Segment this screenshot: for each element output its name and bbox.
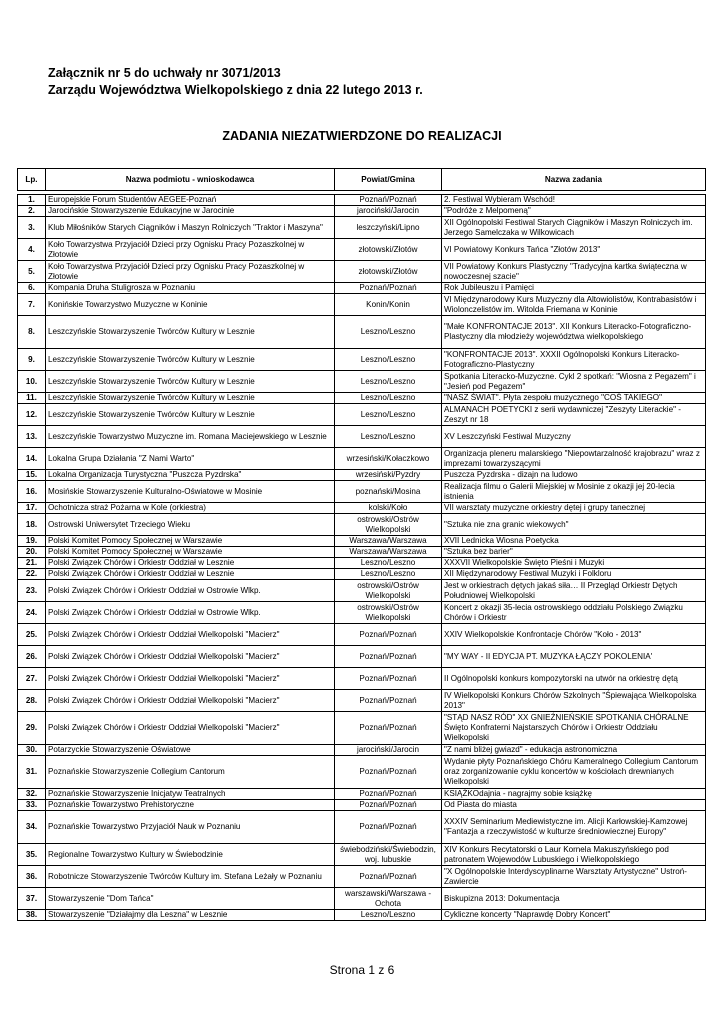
cell-lp: 20.: [18, 547, 46, 558]
cell-podmiot: Polski Związek Chórów i Orkiestr Oddział Wielkopolski "Macierz": [46, 690, 335, 712]
cell-zadanie: VI Międzynarodowy Kurs Muzyczny dla Altowiolistów, Kontrabasistów i Wiolonczelistów im. Witolda Friemana w Koninie: [442, 294, 706, 316]
cell-lp: 32.: [18, 789, 46, 800]
cell-lp: 29.: [18, 712, 46, 745]
table-row: [18, 624, 706, 646]
cell-zadanie: Jest w orkiestrach dętych jakaś siła… II Przegląd Orkiestr Dętych Południowej Wielkopolski: [442, 580, 706, 602]
cell-zadanie: XII Ogólnopolski Festiwal Starych Ciągników i Maszyn Rolniczych im. Jerzego Samelczaka w Wilkowicach: [442, 217, 706, 239]
cell-lp: 10.: [18, 371, 46, 393]
cell-podmiot: Lokalna Organizacja Turystyczna "Puszcza Pyzdrska": [46, 470, 335, 481]
cell-podmiot: Lokalna Grupa Działania "Z Nami Warto": [46, 448, 335, 470]
cell-zadanie: XXIV Wielkopolskie Konfrontacje Chórów "Koło - 2013": [442, 624, 706, 646]
table-row: [18, 569, 706, 580]
cell-powiat: Leszno/Leszno: [335, 910, 442, 921]
table-row: [18, 690, 706, 712]
cell-podmiot: Ostrowski Uniwersytet Trzeciego Wieku: [46, 514, 335, 536]
cell-podmiot: Leszczyńskie Stowarzyszenie Twórców Kultury w Lesznie: [46, 316, 335, 349]
cell-lp: 30.: [18, 745, 46, 756]
cell-podmiot: Klub Miłośników Starych Ciągników i Maszyn Rolniczych "Traktor i Maszyna": [46, 217, 335, 239]
cell-lp: 3.: [18, 217, 46, 239]
cell-powiat: Poznań/Poznań: [335, 690, 442, 712]
cell-zadanie: KSIĄŻKOdajnia - nagrajmy sobie książkę: [442, 789, 706, 800]
cell-podmiot: Regionalne Towarzystwo Kultury w Świebodzinie: [46, 844, 335, 866]
cell-lp: 28.: [18, 690, 46, 712]
cell-powiat: złotowski/Złotów: [335, 261, 442, 283]
table-row: [18, 536, 706, 547]
col-header-powiat: Powiat/Gmina: [335, 169, 442, 191]
cell-lp: 24.: [18, 602, 46, 624]
table-row: [18, 206, 706, 217]
cell-powiat: Warszawa/Warszawa: [335, 536, 442, 547]
cell-podmiot: Polski Związek Chórów i Orkiestr Oddział Wielkopolski "Macierz": [46, 668, 335, 690]
cell-zadanie: "Podróże z Melpomeną": [442, 206, 706, 217]
cell-lp: 34.: [18, 811, 46, 844]
cell-lp: 4.: [18, 239, 46, 261]
cell-powiat: Poznań/Poznań: [335, 789, 442, 800]
table-row: [18, 283, 706, 294]
table-row: [18, 668, 706, 690]
table-row: [18, 866, 706, 888]
cell-powiat: Poznań/Poznań: [335, 195, 442, 206]
cell-powiat: Konin/Konin: [335, 294, 442, 316]
cell-lp: 22.: [18, 569, 46, 580]
cell-lp: 27.: [18, 668, 46, 690]
table-row: [18, 294, 706, 316]
cell-podmiot: Polski Związek Chórów i Orkiestr Oddział w Ostrowie Wlkp.: [46, 580, 335, 602]
cell-podmiot: Mosińskie Stowarzyszenie Kulturalno-Oświatowe w Mosinie: [46, 481, 335, 503]
cell-powiat: Leszno/Leszno: [335, 371, 442, 393]
cell-zadanie: "X Ogólnopolskie Interdyscyplinarne Warsztaty Artystyczne" Ustroń-Zawiercie: [442, 866, 706, 888]
cell-podmiot: Leszczyńskie Stowarzyszenie Twórców Kultury w Lesznie: [46, 371, 335, 393]
cell-zadanie: XXXIV Seminarium Mediewistyczne im. Alicji Karłowskiej-Kamzowej "Fantazja a rzeczywistość w kulturze średniowiecznej Europy": [442, 811, 706, 844]
cell-zadanie: Cykliczne koncerty "Naprawdę Dobry Koncert": [442, 910, 706, 921]
table-row: [18, 800, 706, 811]
col-header-zadanie: Nazwa zadania: [442, 169, 706, 191]
cell-powiat: leszczyński/Lipno: [335, 217, 442, 239]
cell-zadanie: "Z nami bliżej gwiazd" - edukacja astronomiczna: [442, 745, 706, 756]
cell-lp: 35.: [18, 844, 46, 866]
cell-powiat: jarociński/Jarocin: [335, 206, 442, 217]
cell-zadanie: "Sztuka bez barier": [442, 547, 706, 558]
document-header: [48, 65, 423, 99]
cell-zadanie: Koncert z okazji 35-lecia ostrowskiego oddziału Polskiego Związku Chórów i Orkiestr: [442, 602, 706, 624]
cell-powiat: wrzesiński/Kołaczkowo: [335, 448, 442, 470]
table-row: [18, 349, 706, 371]
cell-zadanie: VI Powiatowy Konkurs Tańca "Złotów 2013": [442, 239, 706, 261]
cell-podmiot: Kompania Druha Stuligrosza w Poznaniu: [46, 283, 335, 294]
cell-powiat: Leszno/Leszno: [335, 569, 442, 580]
cell-powiat: Poznań/Poznań: [335, 646, 442, 668]
cell-lp: 14.: [18, 448, 46, 470]
table-row: [18, 558, 706, 569]
cell-podmiot: Poznańskie Towarzystwo Prehistoryczne: [46, 800, 335, 811]
col-header-lp: Lp.: [18, 169, 46, 191]
table-row: [18, 316, 706, 349]
cell-podmiot: Polski Związek Chórów i Orkiestr Oddział w Lesznie: [46, 569, 335, 580]
cell-lp: 12.: [18, 404, 46, 426]
cell-podmiot: Polski Komitet Pomocy Społecznej w Warszawie: [46, 547, 335, 558]
cell-powiat: wrzesiński/Pyzdry: [335, 470, 442, 481]
cell-zadanie: XV Leszczyński Festiwal Muzyczny: [442, 426, 706, 448]
table-row: [18, 547, 706, 558]
table-row: [18, 811, 706, 844]
table-body: [18, 195, 706, 921]
cell-zadanie: Wydanie płyty Poznańskiego Chóru Kameralnego Collegium Cantorum oraz zorganizowanie cyklu koncertów w kościołach drewnianych Wielkopolski: [442, 756, 706, 789]
cell-zadanie: "Małe KONFRONTACJE 2013". XII Konkurs Literacko-Fotograficzno-Plastyczny dla młodzieży województwa wielkopolskiego: [442, 316, 706, 349]
cell-powiat: jarociński/Jarocin: [335, 745, 442, 756]
cell-podmiot: Poznańskie Towarzystwo Przyjaciół Nauk w Poznaniu: [46, 811, 335, 844]
cell-lp: 16.: [18, 481, 46, 503]
table-row: [18, 646, 706, 668]
cell-powiat: świebodziński/Świebodzin, woj. lubuskie: [335, 844, 442, 866]
table-row: [18, 426, 706, 448]
cell-powiat: Poznań/Poznań: [335, 624, 442, 646]
cell-podmiot: Robotnicze Stowarzyszenie Twórców Kultury im. Stefana Leżały w Poznaniu: [46, 866, 335, 888]
cell-lp: 17.: [18, 503, 46, 514]
table-row: [18, 448, 706, 470]
cell-podmiot: Polski Związek Chórów i Orkiestr Oddział Wielkopolski "Macierz": [46, 712, 335, 745]
cell-zadanie: "NASZ ŚWIAT". Płyta zespołu muzycznego "COŚ TAKIEGO": [442, 393, 706, 404]
cell-lp: 7.: [18, 294, 46, 316]
table-row: [18, 371, 706, 393]
header-line-2: Zarządu Województwa Wielkopolskiego z dnia 22 lutego 2013 r.: [48, 83, 423, 97]
cell-powiat: ostrowski/Ostrów Wielkopolski: [335, 514, 442, 536]
table-row: [18, 261, 706, 283]
cell-powiat: Poznań/Poznań: [335, 866, 442, 888]
cell-powiat: Poznań/Poznań: [335, 811, 442, 844]
cell-zadanie: XVII Lednicka Wiosna Poetycka: [442, 536, 706, 547]
cell-powiat: Leszno/Leszno: [335, 393, 442, 404]
cell-lp: 23.: [18, 580, 46, 602]
cell-powiat: Leszno/Leszno: [335, 404, 442, 426]
table-row: [18, 217, 706, 239]
cell-zadanie: 2. Festiwal Wybieram Wschód!: [442, 195, 706, 206]
header-line-1: Załącznik nr 5 do uchwały nr 3071/2013: [48, 66, 281, 80]
cell-zadanie: "MY WAY - II EDYCJA PT. MUZYKA ŁĄCZY POKOLENIA': [442, 646, 706, 668]
table-row: [18, 756, 706, 789]
table-row: [18, 602, 706, 624]
cell-lp: 18.: [18, 514, 46, 536]
cell-lp: 25.: [18, 624, 46, 646]
cell-lp: 19.: [18, 536, 46, 547]
cell-powiat: ostrowski/Ostrów Wielkopolski: [335, 580, 442, 602]
cell-powiat: Poznań/Poznań: [335, 668, 442, 690]
cell-zadanie: XXXVII Wielkopolskie Święto Pieśni i Muzyki: [442, 558, 706, 569]
cell-zadanie: Spotkania Literacko-Muzyczne. Cykl 2 spotkań: "Wiosna z Pegazem" i "Jesień pod Pegazem": [442, 371, 706, 393]
cell-powiat: Warszawa/Warszawa: [335, 547, 442, 558]
cell-lp: 1.: [18, 195, 46, 206]
cell-podmiot: Potarzyckie Stowarzyszenie Oświatowe: [46, 745, 335, 756]
table-header-row: [18, 169, 706, 191]
cell-lp: 26.: [18, 646, 46, 668]
cell-zadanie: "KONFRONTACJE 2013". XXXII Ogólnopolski Konkurs Literacko-Fotograficzno-Plastyczny: [442, 349, 706, 371]
cell-podmiot: Leszczyńskie Towarzystwo Muzyczne im. Romana Maciejewskiego w Lesznie: [46, 426, 335, 448]
table-row: [18, 481, 706, 503]
cell-podmiot: Polski Związek Chórów i Orkiestr Oddział w Lesznie: [46, 558, 335, 569]
cell-podmiot: Konińskie Towarzystwo Muzyczne w Koninie: [46, 294, 335, 316]
cell-lp: 38.: [18, 910, 46, 921]
cell-zadanie: Biskupizna 2013: Dokumentacja: [442, 888, 706, 910]
cell-powiat: złotowski/Złotów: [335, 239, 442, 261]
cell-zadanie: IV Wielkopolski Konkurs Chórów Szkolnych "Śpiewająca Wielkopolska 2013": [442, 690, 706, 712]
cell-podmiot: Koło Towarzystwa Przyjaciół Dzieci przy Ognisku Pracy Pozaszkolnej w Złotowie: [46, 261, 335, 283]
cell-zadanie: Realizacja filmu o Galerii Miejskiej w Mosinie z okazji jej 20-lecia istnienia: [442, 481, 706, 503]
cell-lp: 15.: [18, 470, 46, 481]
cell-podmiot: Leszczyńskie Stowarzyszenie Twórców Kultury w Lesznie: [46, 349, 335, 371]
cell-lp: 8.: [18, 316, 46, 349]
page-number: Strona 1 z 6: [329, 963, 395, 977]
cell-podmiot: Polski Związek Chórów i Orkiestr Oddział Wielkopolski "Macierz": [46, 624, 335, 646]
table-row: [18, 503, 706, 514]
cell-podmiot: Polski Związek Chórów i Orkiestr Oddział w Ostrowie Wlkp.: [46, 602, 335, 624]
cell-podmiot: Poznańskie Stowarzyszenie Collegium Cantorum: [46, 756, 335, 789]
cell-podmiot: Polski Komitet Pomocy Społecznej w Warszawie: [46, 536, 335, 547]
cell-podmiot: Poznańskie Stowarzyszenie Inicjatyw Teatralnych: [46, 789, 335, 800]
cell-podmiot: Koło Towarzystwa Przyjaciół Dzieci przy Ognisku Pracy Pozaszkolnej w Złotowie: [46, 239, 335, 261]
table-row: [18, 888, 706, 910]
cell-lp: 21.: [18, 558, 46, 569]
cell-lp: 5.: [18, 261, 46, 283]
cell-powiat: Leszno/Leszno: [335, 426, 442, 448]
cell-zadanie: Od Piasta do miasta: [442, 800, 706, 811]
cell-podmiot: Leszczyńskie Stowarzyszenie Twórców Kultury w Lesznie: [46, 404, 335, 426]
table-row: [18, 470, 706, 481]
cell-powiat: Poznań/Poznań: [335, 756, 442, 789]
cell-lp: 31.: [18, 756, 46, 789]
cell-lp: 37.: [18, 888, 46, 910]
cell-powiat: Leszno/Leszno: [335, 558, 442, 569]
cell-powiat: Poznań/Poznań: [335, 800, 442, 811]
table-row: [18, 239, 706, 261]
cell-zadanie: "STĄD NASZ RÓD" XX GNIEŹNIEŃSKIE SPOTKANIA CHÓRALNE Święto Konfraterni Najstarszych Chórów i Orkiestr Oddziału Wielkopolski: [442, 712, 706, 745]
cell-zadanie: VII warsztaty muzyczne orkiestry dętej i grupy tanecznej: [442, 503, 706, 514]
table-row: [18, 580, 706, 602]
document-title: ZADANIA NIEZATWIERDZONE DO REALIZACJI: [222, 129, 502, 143]
table-row: [18, 789, 706, 800]
table-row: [18, 844, 706, 866]
table-row: [18, 514, 706, 536]
cell-zadanie: II Ogólnopolski konkurs kompozytorski na utwór na orkiestrę dętą: [442, 668, 706, 690]
cell-podmiot: Ochotnicza straż Pożarna w Kole (orkiestra): [46, 503, 335, 514]
cell-powiat: Poznań/Poznań: [335, 283, 442, 294]
cell-lp: 13.: [18, 426, 46, 448]
col-header-podmiot: Nazwa podmiotu - wnioskodawca: [46, 169, 335, 191]
cell-podmiot: Stowarzyszenie "Działajmy dla Leszna" w Lesznie: [46, 910, 335, 921]
cell-powiat: poznański/Mosina: [335, 481, 442, 503]
cell-powiat: Leszno/Leszno: [335, 316, 442, 349]
cell-zadanie: XII Międzynarodowy Festiwal Muzyki i Folkloru: [442, 569, 706, 580]
cell-zadanie: Organizacja pleneru malarskiego "Niepowtarzalność krajobrazu" wraz z imprezami towarzyszącymi: [442, 448, 706, 470]
cell-lp: 9.: [18, 349, 46, 371]
table-row: [18, 393, 706, 404]
cell-podmiot: Polski Związek Chórów i Orkiestr Oddział Wielkopolski "Macierz": [46, 646, 335, 668]
tasks-table: [17, 168, 706, 921]
cell-lp: 2.: [18, 206, 46, 217]
table-row: [18, 404, 706, 426]
cell-zadanie: "Sztuka nie zna granic wiekowych": [442, 514, 706, 536]
cell-zadanie: VII Powiatowy Konkurs Plastyczny "Tradycyjna kartka świąteczna w nowoczesnej szacie": [442, 261, 706, 283]
cell-lp: 11.: [18, 393, 46, 404]
cell-podmiot: Jarocińskie Stowarzyszenie Edukacyjne w Jarocinie: [46, 206, 335, 217]
table-row: [18, 195, 706, 206]
cell-powiat: ostrowski/Ostrów Wielkopolski: [335, 602, 442, 624]
table-row: [18, 745, 706, 756]
table-row: [18, 910, 706, 921]
table-row: [18, 712, 706, 745]
cell-zadanie: XIV Konkurs Recytatorski o Laur Kornela Makuszyńskiego pod patronatem Wojewodów Lubuskiego i Wielkopolskiego: [442, 844, 706, 866]
cell-lp: 33.: [18, 800, 46, 811]
cell-podmiot: Stowarzyszenie "Dom Tańca": [46, 888, 335, 910]
cell-powiat: Poznań/Poznań: [335, 712, 442, 745]
cell-powiat: Leszno/Leszno: [335, 349, 442, 371]
cell-lp: 6.: [18, 283, 46, 294]
cell-zadanie: Puszcza Pyzdrska - dizajn na ludowo: [442, 470, 706, 481]
cell-podmiot: Leszczyńskie Stowarzyszenie Twórców Kultury w Lesznie: [46, 393, 335, 404]
cell-powiat: kolski/Koło: [335, 503, 442, 514]
cell-zadanie: ALMANACH POETYCKI z serii wydawniczej "Zeszyty Literackie" - Zeszyt nr 18: [442, 404, 706, 426]
cell-podmiot: Europejskie Forum Studentów AEGEE-Poznań: [46, 195, 335, 206]
cell-lp: 36.: [18, 866, 46, 888]
cell-zadanie: Rok Jubileuszu i Pamięci: [442, 283, 706, 294]
cell-powiat: warszawski/Warszawa - Ochota: [335, 888, 442, 910]
